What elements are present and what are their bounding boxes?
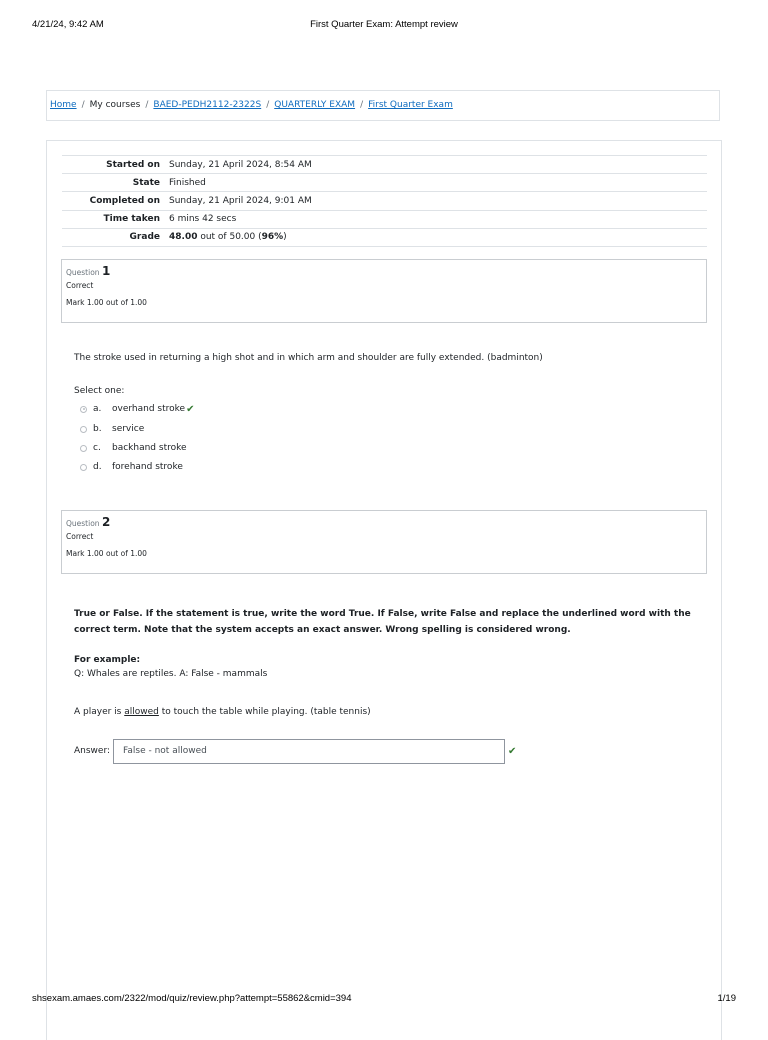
option-label: forehand stroke bbox=[112, 462, 183, 472]
summary-row-started bbox=[62, 156, 707, 174]
question-state: Correct bbox=[66, 532, 94, 541]
print-url: shsexam.amaes.com/2322/mod/quiz/review.php?attempt=55862&cmid=394 bbox=[32, 993, 352, 1004]
answer-input[interactable]: False - not allowed bbox=[113, 739, 505, 764]
breadcrumb-separator: / bbox=[145, 100, 149, 110]
option-label: backhand stroke bbox=[112, 443, 187, 453]
summary-label: Started on bbox=[106, 159, 160, 170]
question-mark: Mark 1.00 out of 1.00 bbox=[66, 549, 147, 558]
print-datetime: 4/21/24, 9:42 AM bbox=[32, 19, 104, 30]
summary-value: Sunday, 21 April 2024, 9:01 AM bbox=[169, 195, 312, 206]
question-1-text: The stroke used in returning a high shot and in which arm and shoulder are fully extended. (badminton) bbox=[74, 353, 543, 363]
answer-option-a[interactable] bbox=[80, 402, 194, 416]
radio-icon[interactable] bbox=[80, 464, 87, 471]
summary-row-time-taken bbox=[62, 210, 707, 228]
example-text: Q: Whales are reptiles. A: False - mammals bbox=[74, 669, 268, 679]
breadcrumb-home-link[interactable]: Home bbox=[50, 100, 77, 110]
option-letter: d. bbox=[93, 462, 102, 472]
summary-value: 6 mins 42 secs bbox=[169, 214, 237, 225]
question-state: Correct bbox=[66, 281, 94, 290]
breadcrumb bbox=[46, 90, 720, 121]
summary-value: Finished bbox=[169, 177, 206, 188]
statement-after: to touch the table while playing. (table tennis) bbox=[158, 707, 371, 717]
option-letter: a. bbox=[93, 404, 102, 414]
answer-option-b[interactable] bbox=[80, 422, 144, 436]
question-number bbox=[66, 264, 706, 278]
summary-label: Time taken bbox=[103, 214, 160, 225]
summary-label: Grade bbox=[129, 232, 160, 243]
option-letter: c. bbox=[93, 443, 101, 453]
example-heading: For example: bbox=[74, 655, 141, 665]
option-letter: b. bbox=[93, 424, 102, 434]
grade-out-of: out of 50.00 ( bbox=[197, 232, 262, 243]
question-prefix: Question bbox=[66, 268, 100, 277]
answer-label: Answer: bbox=[74, 746, 111, 756]
summary-label: Completed on bbox=[89, 195, 160, 206]
question-mark: Mark 1.00 out of 1.00 bbox=[66, 298, 147, 307]
summary-grade-value bbox=[165, 228, 707, 246]
breadcrumb-separator: / bbox=[360, 100, 364, 110]
question-2-statement bbox=[74, 707, 371, 717]
question-number-value: 1 bbox=[101, 264, 111, 278]
question-1-prompt: Select one: bbox=[74, 386, 125, 396]
summary-row-grade bbox=[62, 228, 707, 246]
summary-value: Sunday, 21 April 2024, 8:54 AM bbox=[169, 159, 312, 170]
print-header bbox=[32, 19, 736, 33]
question-number-value: 2 bbox=[101, 515, 111, 529]
radio-icon[interactable] bbox=[80, 426, 87, 433]
option-label: overhand stroke bbox=[112, 404, 186, 414]
statement-before: A player is bbox=[74, 707, 125, 717]
question-2-instructions: True or False. If the statement is true, write the word True. If False, write False and replace the underlined word with the correct term. Note that the system accepts an exact answer. Wrong spelling is considered wrong. bbox=[74, 609, 691, 635]
grade-percent: 96% bbox=[261, 232, 284, 243]
breadcrumb-course-link[interactable]: BAED-PEDH2112-2322S bbox=[153, 100, 262, 110]
print-page-number: 1/19 bbox=[717, 993, 736, 1004]
question-prefix: Question bbox=[66, 519, 100, 528]
radio-selected-icon[interactable] bbox=[80, 406, 87, 413]
grade-score: 48.00 bbox=[169, 232, 198, 243]
breadcrumb-my-courses: My courses bbox=[89, 100, 141, 110]
print-footer bbox=[32, 993, 736, 1007]
grade-close: ) bbox=[283, 232, 287, 243]
question-2-info bbox=[61, 510, 707, 574]
question-number bbox=[66, 515, 706, 529]
answer-option-c[interactable] bbox=[80, 441, 187, 455]
answer-option-d[interactable] bbox=[80, 460, 183, 474]
print-page-title: First Quarter Exam: Attempt review bbox=[310, 19, 458, 30]
summary-row-state bbox=[62, 174, 707, 192]
answer-row bbox=[74, 738, 516, 764]
breadcrumb-quiz-link[interactable]: First Quarter Exam bbox=[368, 100, 453, 110]
statement-underlined-word: allowed bbox=[124, 707, 159, 717]
attempt-summary-table bbox=[62, 155, 707, 247]
radio-icon[interactable] bbox=[80, 445, 87, 452]
option-label: service bbox=[112, 424, 145, 434]
breadcrumb-section-link[interactable]: QUARTERLY EXAM bbox=[274, 100, 356, 110]
summary-row-completed bbox=[62, 192, 707, 210]
check-icon: ✔ bbox=[508, 745, 517, 757]
question-1-info bbox=[61, 259, 707, 323]
breadcrumb-separator: / bbox=[81, 100, 85, 110]
breadcrumb-separator: / bbox=[266, 100, 270, 110]
summary-label: State bbox=[132, 177, 160, 188]
check-icon: ✔ bbox=[186, 403, 195, 415]
